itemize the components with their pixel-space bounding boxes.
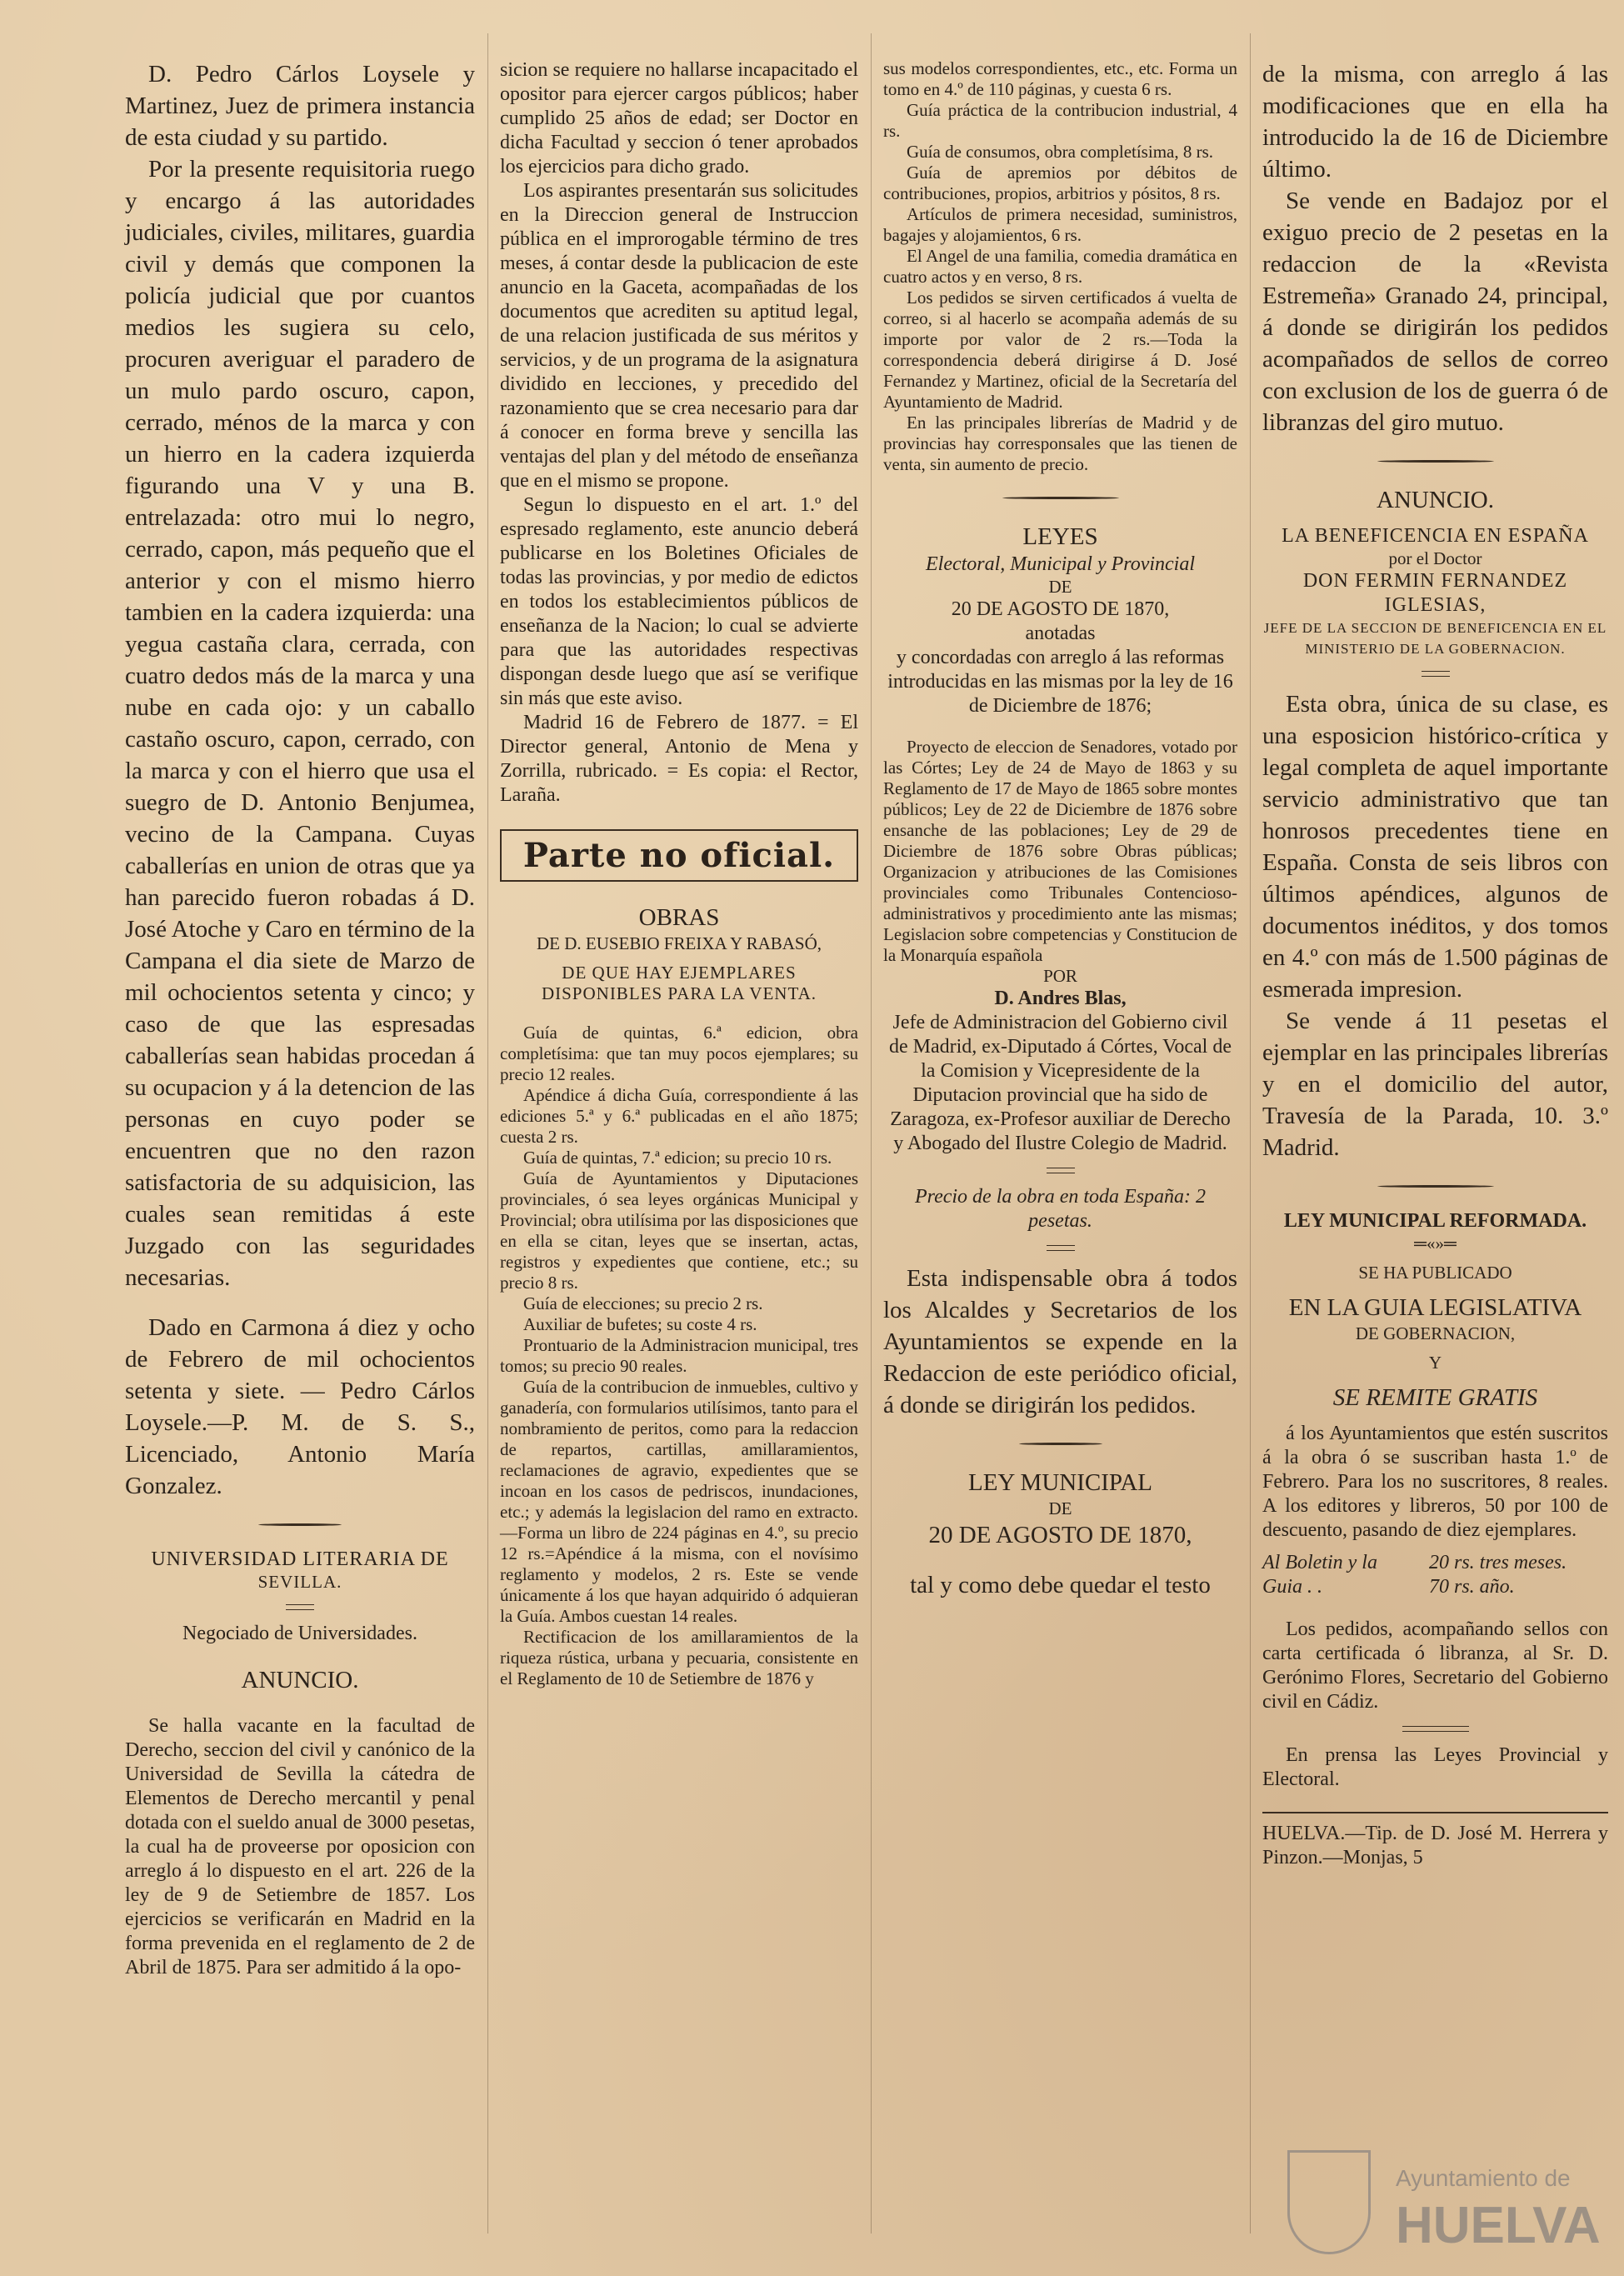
negociado: Negociado de Universidades.	[182, 1623, 417, 1644]
ley-testo: tal y como debe quedar el testo	[910, 1572, 1211, 1598]
leyes-de: DE	[1048, 577, 1072, 597]
leyes-date: 20 DE AGOSTO DE 1870,	[951, 598, 1170, 620]
obra-item: Auxiliar de bufetes; su coste 4 rs.	[523, 1314, 757, 1334]
obra-item: Prontuario de la Administracion municipal, tres tomos; su precio 90 reales.	[500, 1335, 858, 1376]
obra-item: Guía de la contribucion de inmuebles, cultivo y ganadería, con formularios utilísimos, tanto para el nombramiento de peritos, como para la redaccion de repartos, cartillas, amillaramientos, reclamaciones de agravio, expedientes que se incoan en los casos de pedriscos, inundaciones, etc.; y además la legislacion del ramo en extracto.—Forma un libro de 224 páginas en 4.º, su precio 12 rs.=Apéndice á la misma, con el novísimo reglamento y modelos, 2 rs. Este se vende únicamente á los que hayan adquirido ó adquieran la Guía. Ambos cuestan 14 reales.	[500, 1377, 858, 1626]
ley-reformada-heading: LEY MUNICIPAL REFORMADA.	[1283, 1210, 1587, 1232]
footer-rule	[1262, 1812, 1608, 1813]
madrid-signature: Madrid 16 de Febrero de 1877. = El Director general, Antonio de Mena y Zorrilla, rubricado. = Es copia: el Rector, Laraña.	[500, 712, 858, 806]
modificaciones-text: de la misma, con arreglo á las modificaciones que en ella ha introducido la de 16 de Diciembre último.	[1262, 61, 1608, 183]
proyecto-text: Proyecto de eleccion de Senadores, votado por las Córtes; Ley de 24 de Mayo de 1863 y su Reglamento de 17 de Mayo de 1865 sobre montes públicos; Ley de 22 de Diciembre de 1876 sobre ensanche de las poblaciones; Ley de 29 de Diciembre de 1876 sobre Obras públicas; Organizacion y atribuciones de las Comisiones provinciales como Tribunales Contencioso-administrativos y procedimiento ante las mismas; Legislacion sobre competencias y Constitucion de la Monarquía española	[883, 737, 1237, 965]
university-city: SEVILLA.	[257, 1572, 342, 1592]
ley-date: 20 DE AGOSTO DE 1870,	[928, 1522, 1192, 1548]
anuncio-heading: ANUNCIO.	[241, 1667, 359, 1693]
separator	[1377, 1185, 1494, 1188]
obra-item: Guía práctica de la contribucion industrial, 4 rs.	[883, 100, 1237, 141]
separator	[1047, 1245, 1075, 1251]
requisitoria-body: Por la presente requisitoria ruego y encargo á las autoridades judiciales, civiles, militares, guardia civil y demás que componen la policía judicial que por cuantos medios les sugiera su celo, procuren averiguar el paradero de un mulo pardo oscuro, capon, cerrado, ménos de la marca y con un hierro en la cadera izquierda figurando una V y una B. entrelazada: otro mui lo negro, cerrado, capon, más pequeño que el anterior y con el mismo hierro tambien en la cadera izquierda: una yegua castaña clara, cerrada, con cuatro dedos más de la marca y una nube en cada ojo: y un caballo castaño oscuro, capon, cerrado, con la marca y con el hierro que usa el suegro de D. Antonio Benjumea, vecino de la Campana. Cuyas caballerías en union de otras que ya han parecido fueron robadas á D. José Atoche y Caro en término de la Campana el dia siete de Marzo de mil ochocientos setenta y cinco; y caso de que las espresadas caballerías sean habidas procedan á su ocupacion y á la detencion de las personas en cuyo poder se encuentren que no den razon satisfactoria de su adquisicion, las cuales sean remitidas á este Juzgado con las seguridades necesarias.	[125, 156, 475, 1291]
anuncio-heading: ANUNCIO.	[1377, 487, 1494, 513]
venta-text: Se vende á 11 pesetas el ejemplar en las principales librerías y en el domicilio del autor, Travesía de la Parada, 10. 3.º Madrid.	[1262, 1008, 1608, 1161]
author-name: DON FERMIN FERNANDEZ IGLESIAS,	[1302, 570, 1568, 616]
watermark-line2: HUELVA	[1396, 2197, 1601, 2254]
oposicion-text: sicion se requiere no hallarse incapacitado el opositor para ejercer cargos públicos; haber cumplido 25 años de edad; ser Doctor en dicha Facultad y seccion ó tener aprobados los ejercicios para dicho grado.	[500, 59, 858, 178]
author-position: Jefe de Administracion del Gobierno civil de Madrid, ex-Diputado á Córtes, Vocal de la Comision y Vicepresidente de la Diputacion provincial que ha sido de Zaragoza, ex-Profesor auxiliar de Derecho y Abogado del Ilustre Colegio de Madrid.	[888, 1012, 1232, 1154]
obras-subtitle: DE QUE HAY EJEMPLARES DISPONIBLES PARA LA VENTA.	[541, 963, 817, 1003]
obra-item: Guía de Ayuntamientos y Diputaciones provinciales, ó sea leyes orgánicas Municipal y Provincial; obra utilísima por las disposiciones que en ella se citan, leyes que se insertan, actas, registros y expedientes que contiene, etc.; su precio 8 rs.	[500, 1168, 858, 1293]
remite-gratis: SE REMITE GRATIS	[1332, 1384, 1538, 1411]
librerias-text: En las principales librerías de Madrid y de provincias hay corresponsales que las tienen de venta, sin aumento de precio.	[883, 413, 1237, 474]
obra-item: sus modelos correspondientes, etc., etc. Forma un tomo en 4.º de 110 páginas, y cuesta 6 rs.	[883, 58, 1237, 99]
boletin-price: 20 rs. tres meses.	[1429, 1552, 1567, 1573]
price-table	[1262, 1551, 1608, 1599]
beneficencia-title: LA BENEFICENCIA EN ESPAÑA	[1282, 525, 1589, 547]
ley-de: DE	[1048, 1498, 1072, 1518]
university-title: UNIVERSIDAD LITERARIA DE	[151, 1548, 449, 1570]
suscripcion-text: á los Ayuntamientos que estén suscritos á la obra ó se suscriban hasta 1.º de Febrero. Para los no suscritores, 8 reales. A los editores y libreros, 50 por 100 de descuento, pasando de diez ejemplares.	[1262, 1423, 1608, 1541]
obra-item: Guía de apremios por débitos de contribuciones, propios, arbitrios y pósitos, 8 rs.	[883, 163, 1237, 203]
requisitoria-signature: Dado en Carmona á diez y ocho de Febrero de mil ochocientos setenta y siete. — Pedro Cárlos Loysele.—P. M. de S. S., Licenciado, Antonio María Gonzalez.	[125, 1314, 475, 1499]
en-prensa: En prensa las Leyes Provincial y Electoral.	[1262, 1744, 1608, 1790]
obra-item: Guía de consumos, obra completísima, 8 rs.	[907, 142, 1214, 162]
column-divider	[1250, 33, 1251, 2233]
separator	[1402, 1726, 1469, 1732]
separator	[1019, 1443, 1102, 1445]
obra-item: Apéndice á dicha Guía, correspondiente á las ediciones 5.ª y 6.ª publicadas en el año 1875; cuesta 2 rs.	[500, 1085, 858, 1147]
obra-description: Esta obra, única de su clase, es una esposicion histórico-crítica y legal completa de aquel importante servicio administrativo que tan honrosos precedentes tiene en España. Consta de seis libros con últimos apéndices, algunos de documentos inéditos, y dos tomos en 4.º con más de 1.500 páginas de esmerada impresion.	[1262, 691, 1608, 1003]
column-3	[883, 58, 1237, 1601]
column-1	[125, 58, 475, 1980]
reglamento-text: Segun lo dispuesto en el art. 1.º del espresado reglamento, este anuncio deberá publicarse en los Boletines Oficiales de todas las provincias, y por medio de edictos en todos los establecimientos públicos de enseñanza de la Nacion; lo cual se advierte para que las autoridades respectivas dispongan desde luego que así se verifique sin más que este aviso.	[500, 494, 858, 709]
column-divider	[487, 33, 488, 2233]
column-divider	[871, 33, 872, 2233]
se-ha-publicado: SE HA PUBLICADO	[1358, 1263, 1512, 1283]
shield-icon	[1287, 2150, 1371, 2254]
anuncio-body: Se halla vacante en la facultad de Derecho, seccion del civil y canónico de la Universidad de Sevilla la cátedra de Elementos de Derecho mercantil y penal dotada con el sueldo anual de 3000 pesetas, la cual ha de proveerse por oposicion con arreglo á lo dispuesto en el art. 226 de la ley de 9 de Setiembre de 1857. Los ejercicios se verificarán en Madrid en la forma prevenida en el reglamento de 2 de Abril de 1875. Para ser admitido á la opo-	[125, 1715, 475, 1978]
archive-watermark	[1287, 2150, 1604, 2258]
guia-price: 70 rs. año.	[1429, 1576, 1515, 1598]
obra-item: Artículos de primera necesidad, suministros, bagajes y alojamientos, 6 rs.	[883, 204, 1237, 245]
column-4	[1262, 58, 1608, 1870]
ornament: ═«»═	[1414, 1233, 1457, 1253]
leyes-concordadas: y concordadas con arreglo á las reformas introducidas en las mismas por la ley de 16 de Diciembre de 1876;	[887, 647, 1233, 717]
column-2	[500, 58, 858, 1689]
expende-text: Esta indispensable obra á todos los Alcaldes y Secretarios de los Ayuntamientos se expende en la Redaccion de este periódico oficial, á donde se dirigirán los pedidos.	[883, 1265, 1237, 1418]
obra-item: Guía de quintas, 7.ª edicion; su precio 10 rs.	[523, 1148, 832, 1168]
guia-legislativa: EN LA GUIA LEGISLATIVA	[1288, 1294, 1582, 1321]
leyes-heading: LEYES	[1022, 523, 1098, 550]
watermark-line1: Ayuntamiento de	[1396, 2165, 1571, 2191]
separator	[1422, 671, 1450, 677]
obra-item: El Angel de una familia, comedia dramática en cuatro actos y en verso, 8 rs.	[883, 246, 1237, 287]
author-position: JEFE DE LA SECCION DE BENEFICENCIA EN EL MINISTERIO DE LA GOBERNACION.	[1263, 620, 1607, 657]
obra-item: Rectificacion de los amillaramientos de la riqueza rústica, urbana y pecuaria, consistente en el Reglamento de 10 de Setiembre de 1876 y	[500, 1627, 858, 1688]
separator	[1377, 460, 1494, 463]
imprenta-line: HUELVA.—Tip. de D. José M. Herrera y Pinzon.—Monjas, 5	[1262, 1823, 1608, 1868]
guia-label: Guia . .	[1262, 1576, 1322, 1598]
section-banner: Parte no oficial.	[500, 829, 858, 882]
leyes-anotadas: anotadas	[1025, 623, 1096, 644]
obra-item: Guía de quintas, 6.ª edicion, obra completísima: que tan muy pocos ejemplares; su precio 12 reales.	[500, 1023, 858, 1084]
separator	[258, 1523, 342, 1526]
author-name: D. Andres Blas,	[994, 988, 1127, 1009]
requisitoria-heading: D. Pedro Cárlos Loysele y Martinez, Juez de primera instancia de esta ciudad y su partido.	[125, 61, 475, 151]
por-label: POR	[1043, 966, 1077, 986]
separator	[1002, 497, 1119, 499]
price-line: Precio de la obra en toda España: 2 pesetas.	[914, 1186, 1207, 1232]
pedidos-text: Los pedidos, acompañando sellos con carta certificada ó libranza, al Sr. D. Gerónimo Flores, Secretario del Gobierno civil en Cádiz.	[1262, 1618, 1608, 1713]
leyes-subtitle: Electoral, Municipal y Provincial	[925, 553, 1196, 575]
por-label: por el Doctor	[1388, 548, 1482, 568]
obras-heading: OBRAS	[638, 904, 720, 931]
obra-item: Guía de elecciones; su precio 2 rs.	[523, 1293, 763, 1313]
boletin-label: Al Boletin y la	[1262, 1552, 1377, 1573]
badajoz-text: Se vende en Badajoz por el exiguo precio de 2 pesetas en la redaccion de la «Revista Estremeña» Granado 24, principal, á donde se dirigirán los pedidos acompañados de sellos de correo con exclusion de los de guerra ó de libranzas del giro mutuo.	[1262, 188, 1608, 436]
separator	[286, 1604, 314, 1610]
obras-author: DE D. EUSEBIO FREIXA Y RABASÓ,	[536, 933, 822, 953]
separator	[1047, 1168, 1075, 1173]
pedidos-text: Los pedidos se sirven certificados á vuelta de correo, si al hacerlo se acompaña además de su importe por valor de 2 rs.—Toda la correspondencia deberá dirigirse á D. José Fernandez y Martinez, oficial de la Secretaría del Ayuntamiento de Madrid.	[883, 288, 1237, 412]
gobernacion-label: DE GOBERNACION,	[1355, 1323, 1516, 1343]
y-label: Y	[1428, 1353, 1442, 1373]
aspirantes-text: Los aspirantes presentarán sus solicitudes en la Direccion general de Instruccion pública en el improrogable término de tres meses, á contar desde la publicacion de este anuncio en la Gaceta, acompañadas de los documentos que acrediten su aptitud legal, de una relacion justificada de sus méritos y servicios, y de un programa de la asignatura dividido en lecciones, y precedido del razonamiento que se crea necesario para dar á conocer en forma breve y sencilla las ventajas del plan y del método de enseñanza que en el mismo se propone.	[500, 180, 858, 492]
ley-municipal-heading: LEY MUNICIPAL	[968, 1469, 1152, 1496]
